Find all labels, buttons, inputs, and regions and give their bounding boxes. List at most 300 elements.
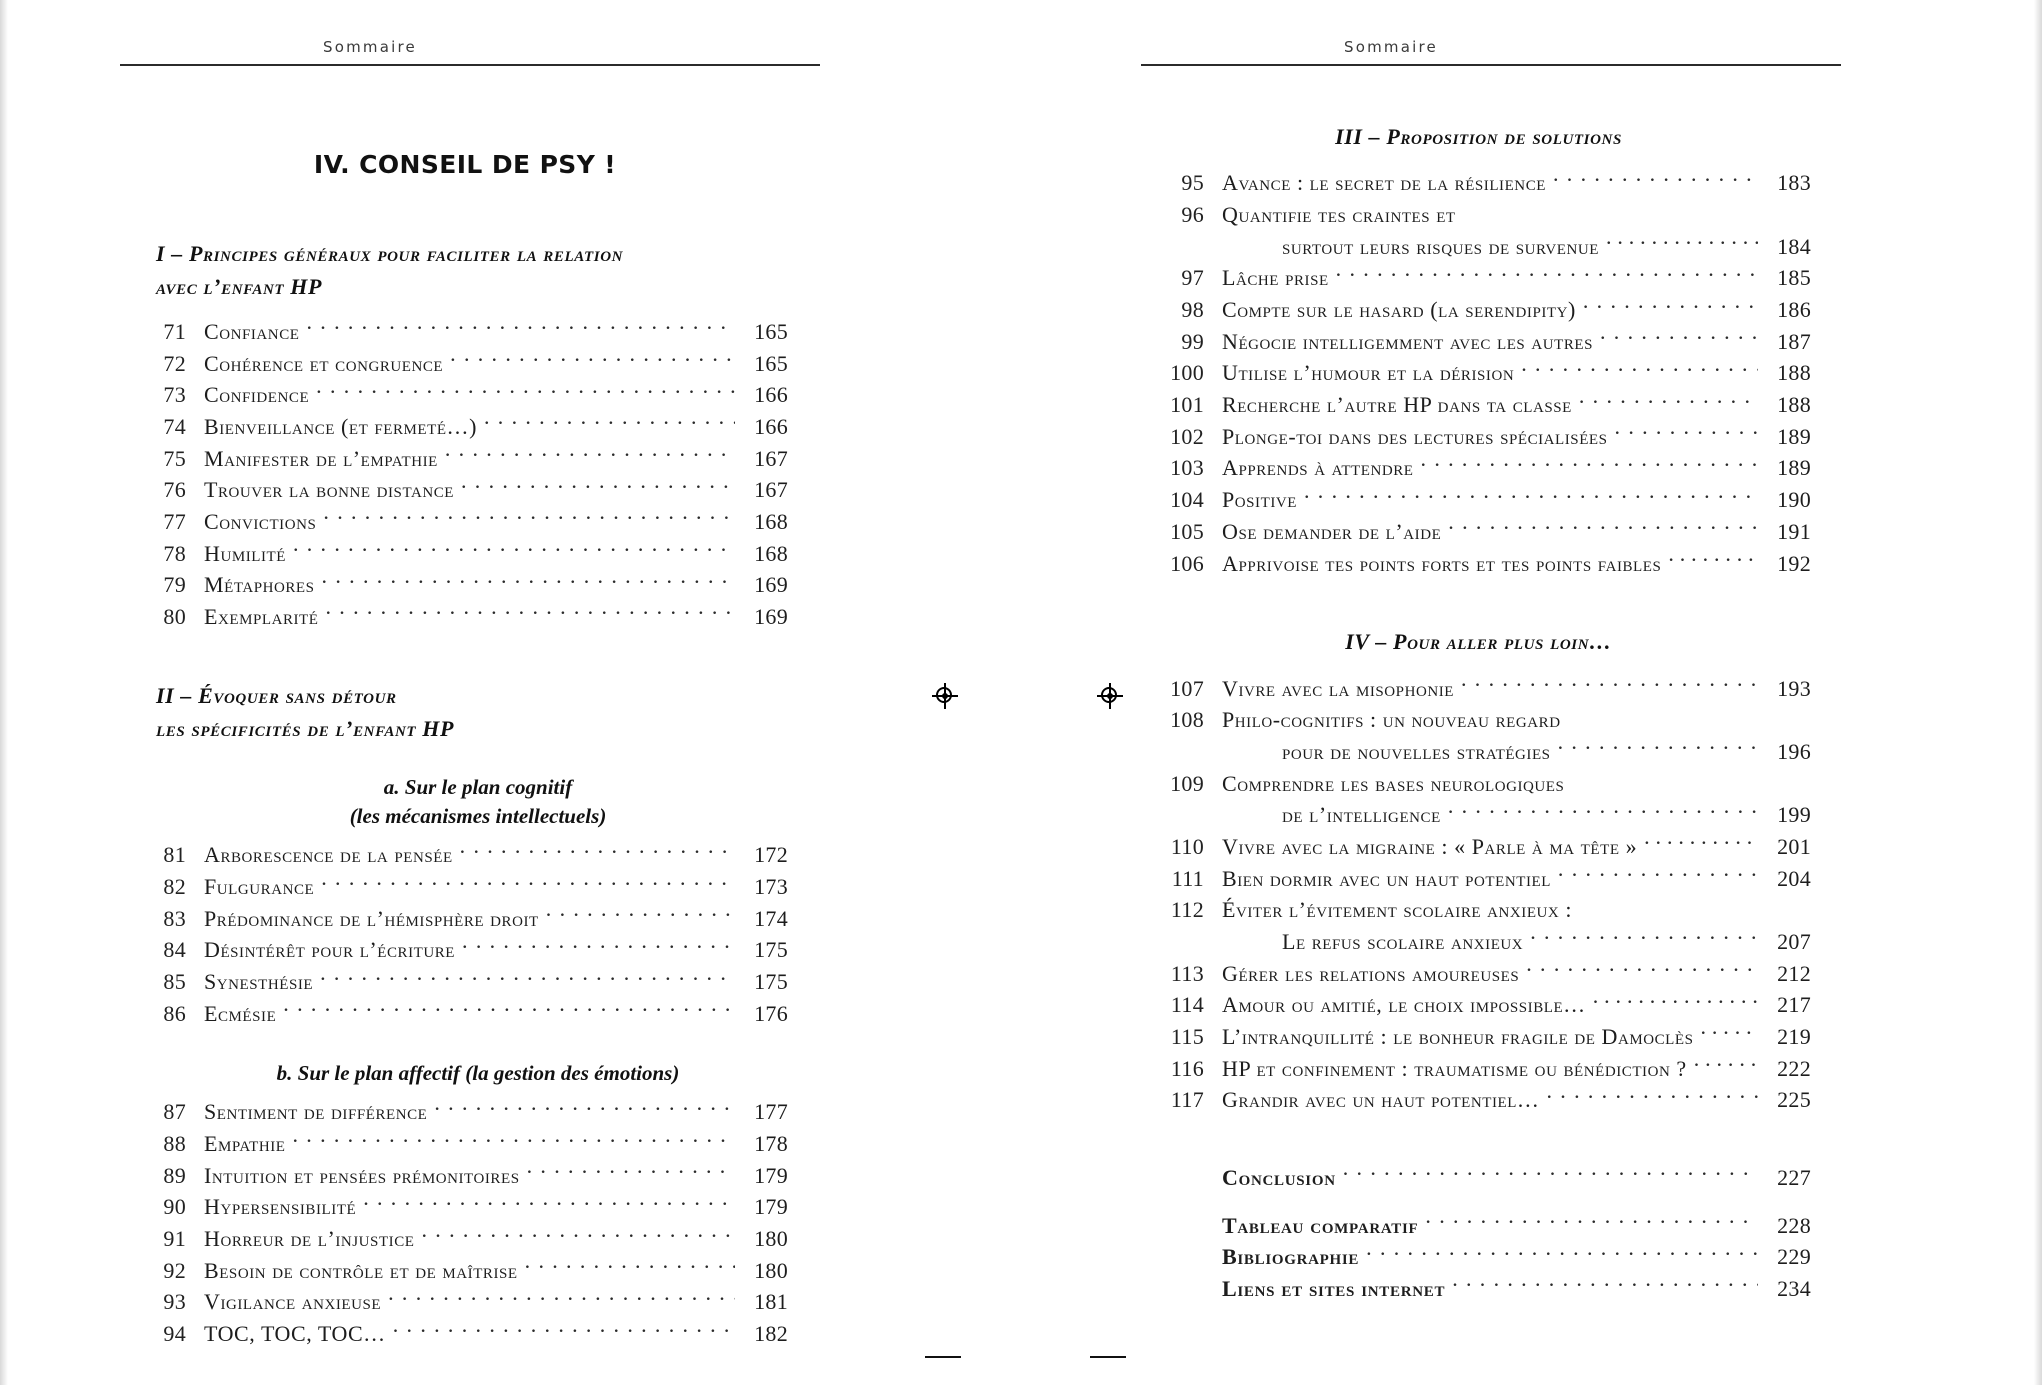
entry-label: Arborescence de la pensée (204, 842, 453, 868)
toc-entry[interactable] (1146, 516, 1811, 548)
entry-number: 90 (163, 1194, 186, 1220)
subsection-b-line1: b. Sur le plan affectif (la gestion des émotions) (276, 1061, 680, 1086)
entry-page: 227 (1777, 1165, 1811, 1191)
toc-entry[interactable] (128, 1286, 788, 1318)
dot-leader (1571, 770, 1758, 791)
entry-label: Bienveillance (et fermeté…) (204, 413, 477, 439)
entry-label: Manifester de l’empathie (204, 445, 438, 471)
entry-label: Positive (1222, 487, 1297, 513)
toc-entry[interactable] (1146, 262, 1811, 294)
entry-page: 185 (1777, 265, 1811, 291)
entry-page: 192 (1777, 550, 1811, 576)
registration-mark-left-icon (932, 683, 958, 709)
toc-entry-continuation[interactable] (1146, 231, 1811, 263)
entry-number: 72 (163, 350, 186, 376)
entry-label: Avance : le secret de la résilience (1222, 170, 1546, 196)
entry-page: 196 (1777, 738, 1811, 764)
entry-number: 79 (163, 572, 186, 598)
section-heading-i (128, 237, 788, 304)
entry-page: 168 (754, 508, 788, 534)
entry-label: Vivre avec la migraine : « Parle à ma tête » (1222, 833, 1638, 859)
dot-leader (363, 1193, 735, 1214)
entry-number: 84 (163, 937, 186, 963)
entry-page: 229 (1777, 1244, 1811, 1270)
toc-entry[interactable] (128, 871, 788, 903)
toc-entry[interactable] (128, 379, 788, 411)
entry-page: 193 (1777, 675, 1811, 701)
registration-mark-right-icon (1097, 683, 1123, 709)
entry-number: 115 (1170, 1024, 1204, 1049)
entry-number: 107 (1170, 675, 1204, 701)
entry-label: Conclusion (1222, 1165, 1336, 1191)
entry-page: 180 (754, 1257, 788, 1283)
entry-label: Quantifie tes craintes et (1222, 202, 1456, 228)
entry-label: Le refus scolaire anxieux (1282, 928, 1524, 954)
dot-leader (1644, 833, 1758, 854)
dot-leader (325, 603, 735, 624)
subsection-heading-a (128, 773, 788, 831)
entry-label: Lâche prise (1222, 265, 1329, 291)
entry-label: Humilité (204, 540, 286, 566)
toc-entry[interactable] (128, 443, 788, 475)
toc-entry[interactable] (128, 348, 788, 380)
entry-number: 111 (1171, 865, 1204, 891)
toc-list-subsection-a (128, 839, 788, 1029)
entry-number: 89 (163, 1162, 186, 1188)
entry-page: 189 (1777, 423, 1811, 449)
entry-label: de l’intelligence (1282, 802, 1441, 828)
entry-page: 182 (754, 1321, 788, 1347)
entry-page: 225 (1777, 1087, 1811, 1113)
toc-entry[interactable] (128, 1223, 788, 1255)
entry-label: Apprends à attendre (1222, 455, 1414, 481)
toc-entry-continuation[interactable] (1146, 799, 1811, 831)
dot-leader (1579, 391, 1758, 412)
toc-entry[interactable] (1146, 958, 1811, 990)
entry-page: 168 (754, 540, 788, 566)
entry-number: 88 (163, 1131, 186, 1157)
dot-leader (1583, 296, 1758, 317)
dot-leader (1600, 328, 1758, 349)
dot-leader (1694, 1055, 1758, 1076)
dot-leader (1553, 169, 1758, 190)
entry-label: HP et confinement : traumatisme ou bénédiction ? (1222, 1055, 1687, 1081)
dot-leader (460, 841, 735, 862)
toc-entry[interactable] (128, 903, 788, 935)
entry-number: 104 (1170, 487, 1204, 513)
entry-label: Vigilance anxieuse (204, 1289, 382, 1315)
entry-label: Utilise l’humour et la dérision (1222, 360, 1515, 386)
entry-page: 175 (754, 969, 788, 995)
entry-number: 83 (163, 905, 186, 931)
dot-leader (1558, 738, 1758, 759)
entry-page: 172 (754, 842, 788, 868)
header-rule-right (1141, 64, 1841, 66)
dot-leader (546, 905, 735, 926)
entry-page: 179 (754, 1194, 788, 1220)
toc-entry[interactable] (128, 966, 788, 998)
toc-entry[interactable] (1146, 389, 1811, 421)
toc-entry[interactable] (128, 601, 788, 633)
entry-number: 82 (163, 874, 186, 900)
toc-list-section-iv (1146, 673, 1811, 1116)
entry-page: 207 (1777, 928, 1811, 954)
left-page-content (128, 150, 788, 1350)
dot-leader (321, 873, 735, 894)
running-head-right: Sommaire (1344, 38, 1438, 56)
dot-leader (316, 381, 735, 402)
entry-label: Apprivoise tes points forts et tes points faibles (1222, 550, 1662, 576)
entry-label: Empathie (204, 1131, 286, 1157)
dot-leader (1336, 264, 1758, 285)
dot-leader (1366, 1243, 1758, 1264)
dot-leader (1425, 1212, 1758, 1233)
toc-entry[interactable] (1146, 548, 1811, 580)
spacer (1146, 1116, 1811, 1162)
entry-page: 179 (754, 1162, 788, 1188)
entry-label: Négocie intelligemment avec les autres (1222, 328, 1593, 354)
entry-number: 93 (163, 1289, 186, 1315)
entry-number: 102 (1170, 423, 1204, 449)
entry-page: 201 (1777, 833, 1811, 859)
spacer (128, 633, 788, 679)
running-head-left: Sommaire (323, 38, 417, 56)
entry-label: Besoin de contrôle et de maîtrise (204, 1257, 518, 1283)
section-heading-i-line2: avec l’enfant HP (156, 274, 323, 300)
entry-page: 183 (1777, 170, 1811, 196)
toc-entry[interactable] (1146, 1021, 1811, 1053)
spacer (128, 1029, 788, 1059)
entry-page: 199 (1777, 802, 1811, 828)
subsection-a-line2: (les mécanismes intellectuels) (349, 804, 607, 829)
dot-leader (450, 350, 735, 371)
entry-number: 95 (1181, 170, 1204, 196)
entry-number: 81 (163, 842, 186, 868)
section-heading-ii-line2: les spécificités de l’enfant HP (156, 716, 454, 742)
entry-label: Exemplarité (204, 603, 319, 629)
entry-number: 92 (163, 1257, 186, 1283)
entry-label: Ose demander de l’aide (1222, 518, 1442, 544)
entry-label: Sentiment de différence (204, 1099, 428, 1125)
dot-leader (462, 936, 735, 957)
dot-leader (1521, 359, 1758, 380)
entry-label: Grandir avec un haut potentiel… (1222, 1087, 1540, 1113)
dot-leader (1304, 486, 1758, 507)
dot-leader (1452, 1275, 1758, 1296)
entry-page: 191 (1777, 518, 1811, 544)
dot-leader (293, 540, 735, 561)
entry-page: 222 (1777, 1055, 1811, 1081)
entry-page: 166 (754, 382, 788, 408)
entry-page: 184 (1777, 233, 1811, 259)
right-page (1021, 0, 2042, 1385)
dot-leader (283, 1000, 735, 1021)
entry-label: Confidence (204, 382, 310, 408)
entry-number: 116 (1170, 1055, 1204, 1081)
toc-entry[interactable] (1146, 199, 1811, 231)
back-matter-liens-sites-internet[interactable] (1146, 1273, 1811, 1305)
toc-entry[interactable] (1146, 294, 1811, 326)
toc-entry[interactable] (1146, 704, 1811, 736)
entry-label: TOC, TOC, TOC… (204, 1321, 386, 1347)
dot-leader (1461, 675, 1758, 696)
toc-entry[interactable] (1146, 863, 1811, 895)
entry-label: Convictions (204, 508, 317, 534)
entry-page: 187 (1777, 328, 1811, 354)
entry-number: 86 (163, 1000, 186, 1026)
entry-page: 190 (1777, 487, 1811, 513)
entry-number: 113 (1170, 960, 1204, 986)
dot-leader (1530, 928, 1758, 949)
dot-leader (1606, 233, 1758, 254)
header-rule-left (120, 64, 820, 66)
entry-number: 96 (1181, 202, 1204, 228)
entry-label: Philo-cognitifs : un nouveau regard (1222, 707, 1561, 733)
entry-page: 219 (1777, 1024, 1811, 1049)
entry-number: 105 (1170, 518, 1204, 544)
entry-number: 76 (163, 477, 186, 503)
dot-leader (525, 1257, 735, 1278)
entry-label: Bibliographie (1222, 1244, 1360, 1270)
toc-entry[interactable] (1146, 421, 1811, 453)
dot-leader (292, 1130, 735, 1151)
entry-label: surtout leurs risques de survenue (1282, 233, 1599, 259)
entry-number: 91 (163, 1226, 186, 1252)
entry-number: 110 (1170, 833, 1204, 859)
toc-list-section-iii (1146, 167, 1811, 579)
toc-entry[interactable] (128, 506, 788, 538)
dot-leader (1593, 991, 1758, 1012)
entry-label: L’intranquillité : le bonheur fragile de Damoclès (1222, 1024, 1694, 1049)
toc-entry[interactable] (1146, 894, 1811, 926)
toc-entry[interactable] (128, 316, 788, 348)
entry-page: 212 (1777, 960, 1811, 986)
toc-entry[interactable] (1146, 673, 1811, 705)
entry-label: Vivre avec la misophonie (1222, 675, 1454, 701)
entry-label: Recherche l’autre HP dans ta classe (1222, 392, 1572, 418)
dot-leader (322, 571, 735, 592)
entry-label: Amour ou amitié, le choix impossible… (1222, 992, 1586, 1018)
entry-page: 176 (754, 1000, 788, 1026)
entry-label: Plonge-toi dans des lectures spécialisées (1222, 423, 1608, 449)
entry-number: 80 (163, 603, 186, 629)
toc-entry[interactable] (128, 1096, 788, 1128)
entry-number: 97 (1181, 265, 1204, 291)
dot-leader (1579, 896, 1758, 917)
entry-label: Horreur de l’injustice (204, 1226, 415, 1252)
subsection-heading-b (128, 1059, 788, 1088)
entry-number: 117 (1170, 1087, 1204, 1113)
dot-leader (393, 1320, 735, 1341)
section-heading-ii-line1: II – Évoquer sans détour (156, 682, 397, 708)
toc-entry[interactable] (1146, 452, 1811, 484)
toc-entry-continuation[interactable] (1146, 926, 1811, 958)
trim-mark-left-icon (925, 1356, 961, 1358)
section-heading-iv: IV – Pour aller plus loin… (1345, 629, 1612, 655)
toc-entry[interactable] (128, 474, 788, 506)
toc-entry[interactable] (128, 1318, 788, 1350)
dot-leader (527, 1162, 735, 1183)
dot-leader (323, 508, 735, 529)
entry-label: Trouver la bonne distance (204, 477, 454, 503)
dot-leader (484, 413, 735, 434)
dot-leader (1526, 960, 1758, 981)
entry-page: 204 (1777, 865, 1811, 891)
entry-page: 217 (1777, 992, 1811, 1018)
right-page-content (1146, 120, 1811, 1305)
entry-page: 175 (754, 937, 788, 963)
dot-leader (1558, 865, 1758, 886)
entry-page: 188 (1777, 392, 1811, 418)
entry-number: 78 (163, 540, 186, 566)
entry-page: 166 (754, 413, 788, 439)
entry-number: 74 (163, 413, 186, 439)
entry-label: Gérer les relations amoureuses (1222, 960, 1520, 986)
entry-label: Cohérence et congruence (204, 350, 444, 376)
entry-label: Métaphores (204, 572, 315, 598)
entry-number: 112 (1170, 897, 1204, 923)
dot-leader (1615, 423, 1758, 444)
toc-entry[interactable] (128, 1255, 788, 1287)
subsection-a-line1: a. Sur le plan cognitif (383, 775, 573, 800)
entry-label: Hypersensibilité (204, 1194, 357, 1220)
entry-number: 77 (163, 508, 186, 534)
entry-page: 165 (754, 350, 788, 376)
dot-leader (1546, 1086, 1758, 1107)
dot-leader (445, 445, 735, 466)
toc-entry[interactable] (128, 569, 788, 601)
entry-number: 94 (163, 1321, 186, 1347)
entry-page: 165 (754, 318, 788, 344)
entry-label: Éviter l’évitement scolaire anxieux : (1222, 897, 1573, 923)
back-matter-list (1146, 1162, 1811, 1305)
entry-number: 99 (1181, 328, 1204, 354)
entry-page: 167 (754, 445, 788, 471)
entry-number: 71 (163, 318, 186, 344)
entry-label: Prédominance de l’hémisphère droit (204, 905, 539, 931)
toc-entry[interactable] (1146, 768, 1811, 800)
toc-entry[interactable] (1146, 167, 1811, 199)
entry-label: Tableau comparatif (1222, 1212, 1419, 1238)
toc-entry[interactable] (128, 934, 788, 966)
spacer (1146, 1194, 1811, 1210)
dot-leader (1568, 706, 1758, 727)
entry-number: 73 (163, 382, 186, 408)
entry-number: 75 (163, 445, 186, 471)
entry-number: 108 (1170, 707, 1204, 733)
entry-label: Comprendre les bases neurologiques (1222, 770, 1565, 796)
dot-leader (320, 968, 735, 989)
back-matter-bibliographie[interactable] (1146, 1241, 1811, 1273)
dot-leader (1448, 518, 1758, 539)
toc-entry[interactable] (128, 1128, 788, 1160)
entry-page: 173 (754, 874, 788, 900)
section-heading-i-line1: I – Principes généraux pour faciliter la relation (156, 241, 624, 266)
dot-leader (461, 476, 735, 497)
dot-leader (1701, 1023, 1759, 1044)
part-title: IV. CONSEIL DE PSY ! (313, 150, 617, 179)
entry-label: Confiance (204, 318, 300, 344)
entry-page: 228 (1777, 1212, 1811, 1238)
entry-label: Fulgurance (204, 874, 315, 900)
trim-mark-right-icon (1090, 1356, 1126, 1358)
toc-entry[interactable] (1146, 357, 1811, 389)
dot-leader (1448, 801, 1758, 822)
entry-page: 234 (1777, 1276, 1811, 1302)
entry-label: Bien dormir avec un haut potentiel (1222, 865, 1551, 891)
entry-page: 188 (1777, 360, 1811, 386)
entry-label: Compte sur le hasard (la serendipity) (1222, 297, 1576, 323)
toc-entry[interactable] (1146, 326, 1811, 358)
entry-page: 167 (754, 477, 788, 503)
entry-page: 181 (754, 1289, 788, 1315)
entry-number: 103 (1170, 455, 1204, 481)
entry-label: Liens et sites internet (1222, 1276, 1446, 1302)
entry-number: 98 (1181, 297, 1204, 323)
entry-page: 169 (754, 603, 788, 629)
dot-leader (1421, 454, 1758, 475)
entry-page: 174 (754, 905, 788, 931)
entry-page: 177 (754, 1099, 788, 1125)
dot-leader (421, 1225, 735, 1246)
toc-entry[interactable] (128, 411, 788, 443)
section-heading-iii: III – Proposition de solutions (1335, 124, 1622, 149)
entry-page: 189 (1777, 455, 1811, 481)
entry-label: Synesthésie (204, 969, 314, 995)
dot-leader (434, 1098, 735, 1119)
dot-leader (1343, 1164, 1758, 1185)
entry-number: 85 (163, 969, 186, 995)
toc-entry[interactable] (128, 1160, 788, 1192)
entry-page: 180 (754, 1226, 788, 1252)
entry-page: 178 (754, 1131, 788, 1157)
toc-entry[interactable] (1146, 989, 1811, 1021)
toc-entry[interactable] (128, 998, 788, 1030)
toc-entry-continuation[interactable] (1146, 736, 1811, 768)
back-matter-conclusion[interactable] (1146, 1162, 1811, 1194)
spacer (1146, 579, 1811, 625)
entry-label: Désintérêt pour l’écriture (204, 937, 456, 963)
entry-page: 186 (1777, 297, 1811, 323)
toc-entry[interactable] (128, 839, 788, 871)
entry-number: 109 (1170, 770, 1204, 796)
entry-number: 114 (1170, 992, 1204, 1018)
toc-entry[interactable] (1146, 484, 1811, 516)
toc-entry[interactable] (128, 538, 788, 570)
entry-number: 87 (163, 1099, 186, 1125)
entry-number: 101 (1170, 392, 1204, 418)
entry-label: Intuition et pensées prémonitoires (204, 1162, 520, 1188)
dot-leader (306, 318, 735, 339)
toc-entry[interactable] (1146, 1084, 1811, 1116)
entry-number: 106 (1170, 550, 1204, 576)
back-matter-tableau-comparatif[interactable] (1146, 1210, 1811, 1242)
toc-entry[interactable] (1146, 831, 1811, 863)
section-heading-ii (128, 679, 788, 746)
dot-leader (1668, 550, 1758, 571)
entry-label: Ecmésie (204, 1000, 277, 1026)
spacer (128, 757, 788, 773)
dot-leader (388, 1288, 735, 1309)
toc-list-subsection-b (128, 1096, 788, 1349)
toc-list-section-i (128, 316, 788, 633)
entry-number: 100 (1170, 360, 1204, 386)
toc-entry[interactable] (128, 1191, 788, 1223)
entry-page: 169 (754, 572, 788, 598)
entry-label: pour de nouvelles stratégies (1282, 738, 1551, 764)
toc-entry[interactable] (1146, 1053, 1811, 1085)
dot-leader (1463, 201, 1758, 222)
